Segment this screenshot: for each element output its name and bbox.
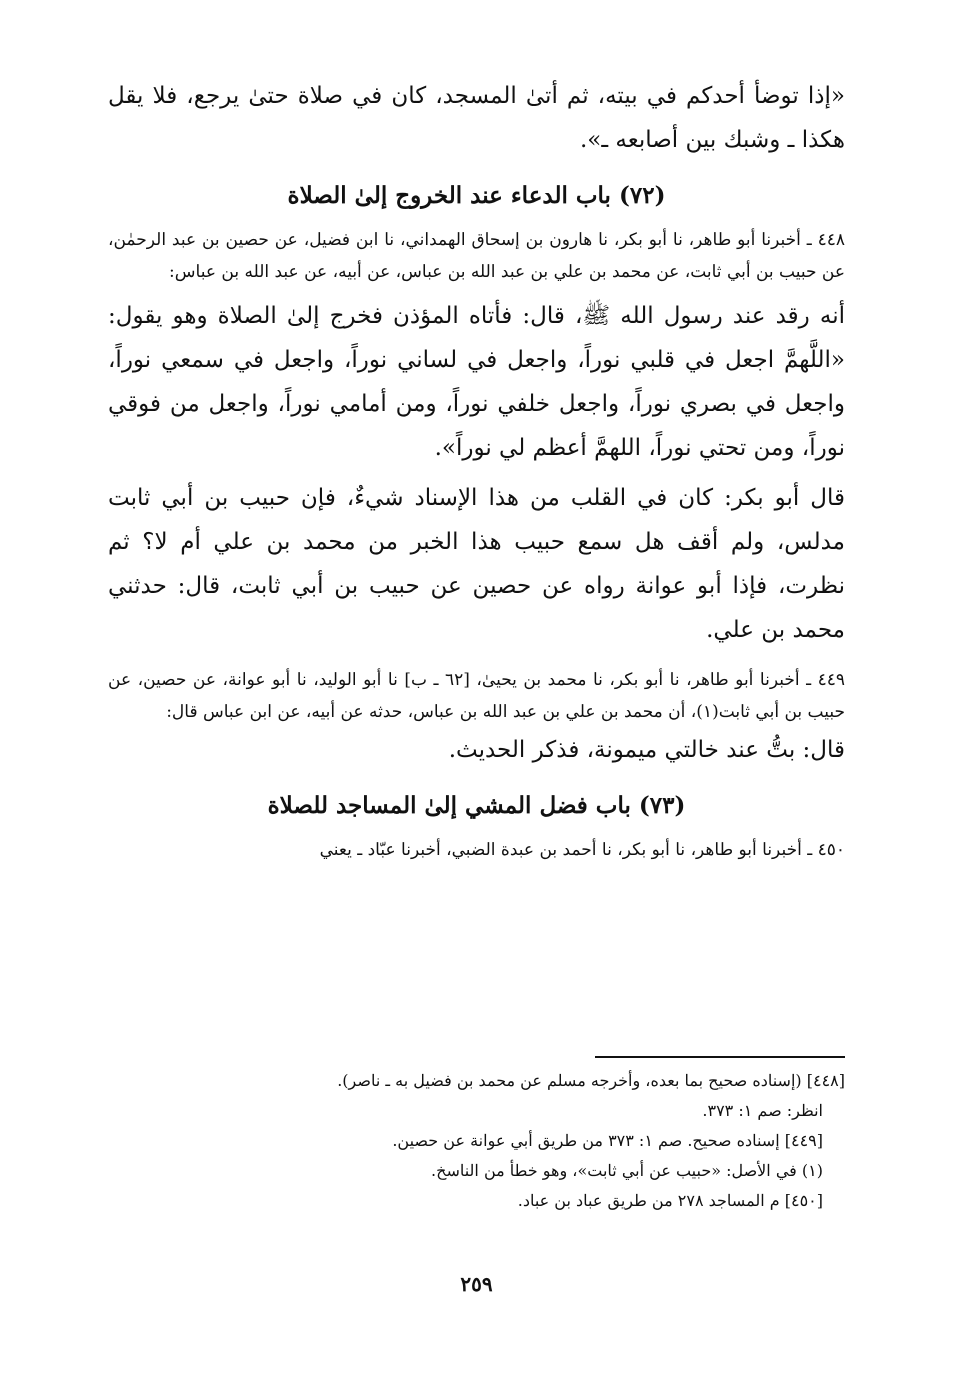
page-number: ٢٥٩ bbox=[460, 1272, 493, 1296]
hadith-448-isnad: ٤٤٨ ـ أخبرنا أبو طاهر، نا أبو بكر، نا هارون بن إسحاق الهمداني، نا ابن فضيل، عن حصين بن عبد الرحمٰن، عن حبيب بن أبي ثابت، عن محمد بن علي بن عبد الله بن عباس، عن أبيه، عن عبد الله بن عباس: bbox=[108, 230, 845, 282]
hadith-449-isnad: ٤٤٩ ـ أخبرنا أبو طاهر، نا أبو بكر، نا محمد بن يحيىٰ، [٦٢ ـ ب] نا أبو الوليد، نا أبو عوانة، عن حصين، عن حبيب بن أبي ثابت(١)، أن محمد بن علي بن عبد الله بن عباس، حدثه عن أبيه، عن ابن عباس قال: bbox=[108, 670, 845, 722]
chapter-heading-73: (٧٣) باب فضل المشي إلىٰ المساجد للصلاة bbox=[267, 792, 686, 819]
chapter-heading-72: (٧٢) باب الدعاء عند الخروج إلىٰ الصلاة bbox=[287, 182, 666, 209]
footnote-450: [٤٥٠] م المساجد ٢٧٨ من طريق عباد بن عباد. bbox=[517, 1191, 823, 1210]
footnote-449: [٤٤٩] إسناده صحيح. صم ١: ٣٧٣ من طريق أبي عوانة عن حصين. bbox=[392, 1131, 823, 1150]
footnote-448-reference: انظر: صم ١: ٣٧٣. bbox=[702, 1101, 823, 1120]
footnote-separator bbox=[595, 1056, 845, 1058]
hadith-448-matn: أنه رقد عند رسول الله ﷺ، قال: فأتاه المؤذن فخرج إلىٰ الصلاة وهو يقول: «اللَّهمَّ اجعل في قلبي نوراً، واجعل في لساني نوراً، واجعل في سمعي نوراً، واجعل في بصري نوراً، واجعل خلفي نوراً، ومن أمامي نوراً، واجعل من فوقي نوراً، ومن تحتي نوراً، اللهمَّ أعظم لي نوراً». bbox=[108, 303, 845, 461]
footnote-1: (١) في الأصل: «حبيب عن أبي ثابت»، وهو خطأ من الناسخ. bbox=[431, 1161, 823, 1180]
footnotes bbox=[108, 1066, 845, 1216]
book-page bbox=[108, 74, 845, 1314]
hadith-449-matn: قال: بتُّ عند خالتي ميمونة، فذكر الحديث. bbox=[448, 737, 845, 763]
hadith-450-isnad: ٤٥٠ ـ أخبرنا أبو طاهر، نا أبو بكر، نا أحمد بن عبدة الضبي، أخبرنا عبّاد ـ يعني bbox=[319, 840, 845, 860]
abu-bakr-comment: قال أبو بكر: كان في القلب من هذا الإسناد شيءٌ، فإن حبيب بن أبي ثابت مدلس، ولم أقف هل سمع حبيب هذا الخبر من محمد بن علي أم لا؟ ثم نظرت، فإذا أبو عوانة رواه عن حصين عن حبيب بن أبي ثابت، قال: حدثني محمد بن علي. bbox=[108, 485, 845, 643]
intro-text: «إذا توضأ أحدكم في بيته، ثم أتىٰ المسجد، كان في صلاة حتىٰ يرجع، فلا يقل هكذا ـ وشبك بين أصابعه ـ». bbox=[108, 83, 845, 153]
footnote-448: [٤٤٨] (إسناده صحيح بما بعده، وأخرجه مسلم عن محمد بن فضيل به ـ ناصر). bbox=[337, 1071, 845, 1090]
